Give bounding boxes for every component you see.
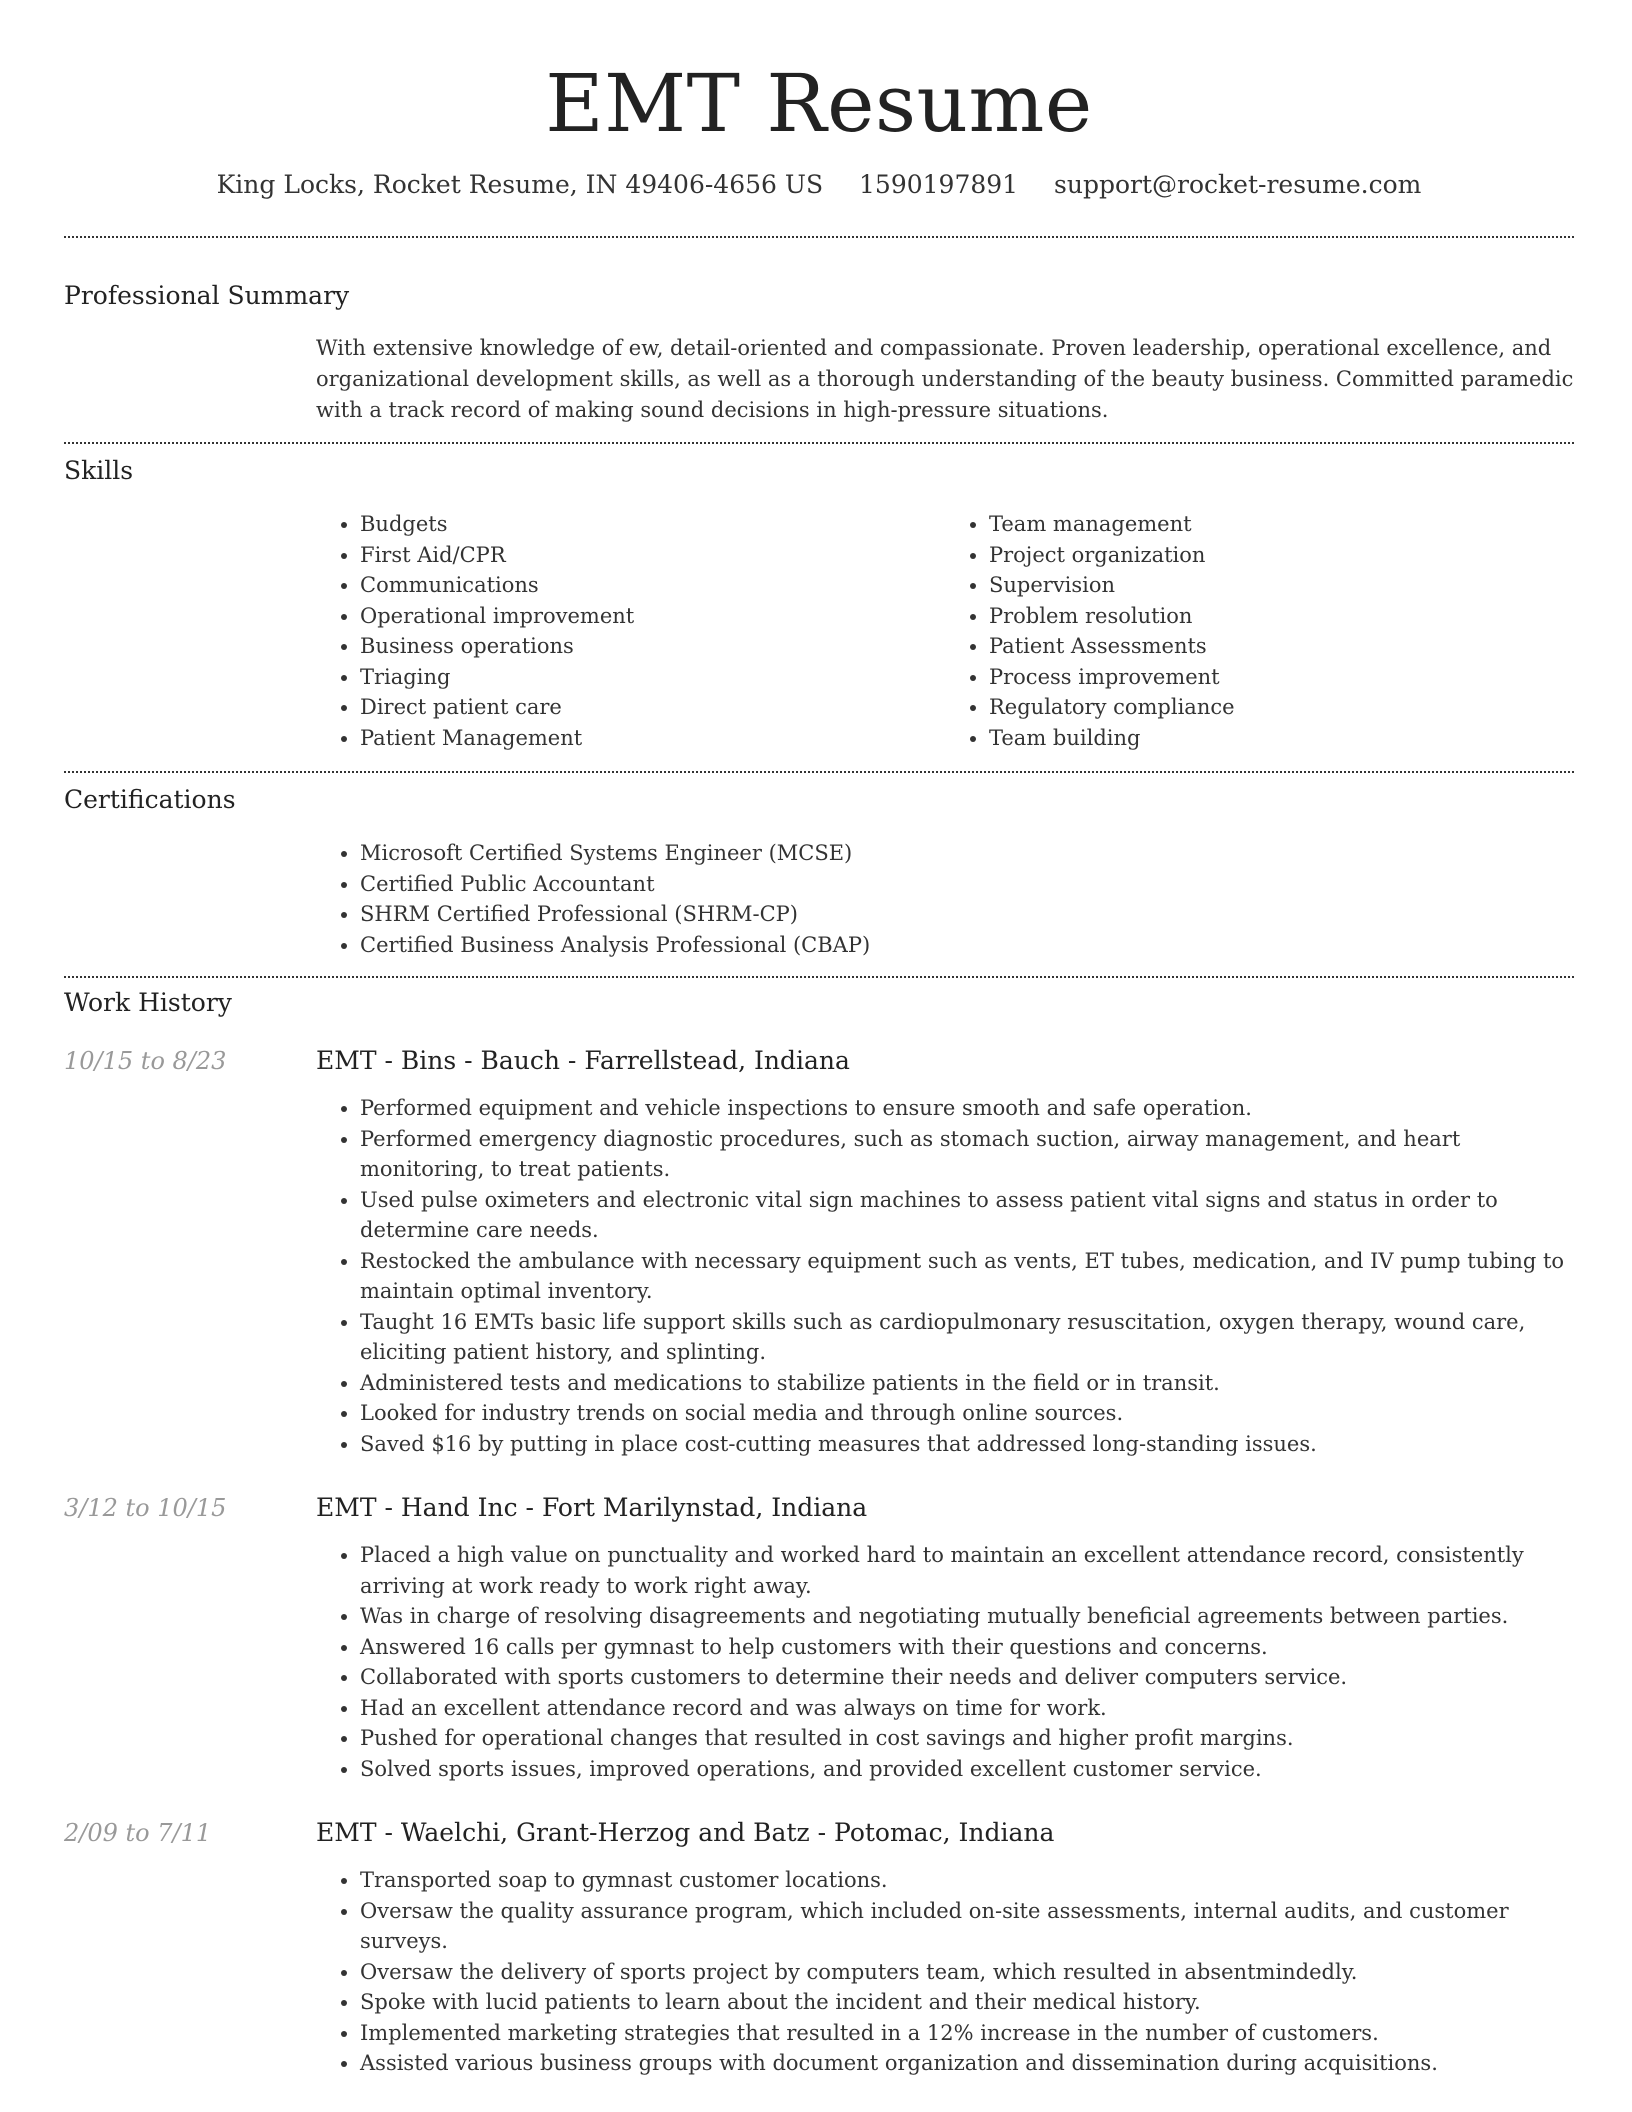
list-item: • Direct patient care bbox=[360, 692, 945, 723]
job-heading: EMT - Waelchi, Grant-Herzog and Batz - Potomac, Indiana bbox=[316, 1818, 1055, 1847]
list-item: • Taught 16 EMTs basic life support skills such as cardiopulmonary resuscitation, oxygen therapy, wound care, eliciting patient history, and splinting. bbox=[360, 1307, 1574, 1368]
job-heading: EMT - Hand Inc - Fort Marilynstad, Indiana bbox=[316, 1493, 868, 1522]
list-item: • Pushed for operational changes that resulted in cost savings and higher profit margins. bbox=[360, 1723, 1574, 1754]
job-body bbox=[316, 1491, 1574, 1784]
certifications-title: Certifications bbox=[64, 785, 236, 814]
list-item: • Assisted various business groups with document organization and dissemination during acquisitions. bbox=[360, 2048, 1574, 2079]
resume-page bbox=[64, 0, 1574, 2079]
summary-body bbox=[316, 333, 1574, 426]
certifications-body bbox=[316, 838, 1574, 960]
list-item: • Microsoft Certified Systems Engineer (MCSE) bbox=[360, 838, 1574, 869]
list-item: • Had an excellent attendance record and was always on time for work. bbox=[360, 1693, 1574, 1724]
work-jobs bbox=[64, 1044, 1574, 2079]
list-item: • Solved sports issues, improved operations, and provided excellent customer service. bbox=[360, 1754, 1574, 1785]
job-bullets bbox=[316, 1540, 1574, 1784]
list-item: • Patient Management bbox=[360, 723, 945, 754]
list-item: • Project organization bbox=[989, 540, 1574, 571]
list-item: • Restocked the ambulance with necessary equipment such as vents, ET tubes, medication, and IV pump tubing to maintain optimal inventory. bbox=[360, 1246, 1574, 1307]
list-item: • Certified Public Accountant bbox=[360, 869, 1574, 900]
list-item: • Regulatory compliance bbox=[989, 692, 1574, 723]
list-item: • Supervision bbox=[989, 570, 1574, 601]
list-item: • Implemented marketing strategies that resulted in a 12% increase in the number of customers. bbox=[360, 2018, 1574, 2049]
list-item: • Oversaw the delivery of sports project by computers team, which resulted in absentmindedly. bbox=[360, 1957, 1574, 1988]
skills-section bbox=[64, 444, 1574, 771]
job-entry bbox=[64, 1816, 1574, 2079]
list-item: • Process improvement bbox=[989, 662, 1574, 693]
job-dates: 3/12 to 10/15 bbox=[64, 1494, 227, 1522]
job-bullets bbox=[316, 1865, 1574, 2079]
list-item: • Transported soap to gymnast customer locations. bbox=[360, 1865, 1574, 1896]
work-section bbox=[64, 978, 1574, 2079]
skills-title: Skills bbox=[64, 456, 134, 485]
list-item: • Triaging bbox=[360, 662, 945, 693]
list-item: • Administered tests and medications to stabilize patients in the field or in transit. bbox=[360, 1368, 1574, 1399]
list-item: • First Aid/CPR bbox=[360, 540, 945, 571]
list-item: • Was in charge of resolving disagreements and negotiating mutually beneficial agreements between parties. bbox=[360, 1601, 1574, 1632]
job-dates: 2/09 to 7/11 bbox=[64, 1819, 212, 1847]
skills-list-right bbox=[945, 509, 1574, 753]
list-item: • Team management bbox=[989, 509, 1574, 540]
list-item: • Collaborated with sports customers to determine their needs and deliver computers service. bbox=[360, 1662, 1574, 1693]
job-heading: EMT - Bins - Bauch - Farrellstead, Indiana bbox=[316, 1046, 850, 1075]
list-item: • Saved $16 by putting in place cost-cutting measures that addressed long-standing issues. bbox=[360, 1429, 1574, 1460]
list-item: • Business operations bbox=[360, 631, 945, 662]
list-item: • SHRM Certified Professional (SHRM-CP) bbox=[360, 899, 1574, 930]
certifications-list bbox=[316, 838, 1574, 960]
list-item: • Problem resolution bbox=[989, 601, 1574, 632]
list-item: • Spoke with lucid patients to learn about the incident and their medical history. bbox=[360, 1987, 1574, 2018]
job-entry bbox=[64, 1491, 1574, 1784]
list-item: • Oversaw the quality assurance program, which included on-site assessments, internal audits, and customer surveys. bbox=[360, 1896, 1574, 1957]
job-entry bbox=[64, 1044, 1574, 1459]
list-item: • Certified Business Analysis Professional (CBAP) bbox=[360, 930, 1574, 961]
job-body bbox=[316, 1044, 1574, 1459]
list-item: • Performed emergency diagnostic procedures, such as stomach suction, airway management, and heart monitoring, to treat patients. bbox=[360, 1124, 1574, 1185]
job-dates: 10/15 to 8/23 bbox=[64, 1047, 227, 1075]
skills-list-left bbox=[316, 509, 945, 753]
summary-text: With extensive knowledge of ew, detail-oriented and compassionate. Proven leadership, operational excellence, and organizational development skills, as well as a thorough understanding of the beauty business. Committed paramedic with a track record of making sound decisions in high-pressure situations. bbox=[316, 336, 1574, 422]
list-item: • Communications bbox=[360, 570, 945, 601]
list-item: • Patient Assessments bbox=[989, 631, 1574, 662]
skills-body bbox=[316, 509, 1574, 753]
summary-title: Professional Summary bbox=[64, 281, 350, 310]
contact-address: King Locks, Rocket Resume, IN 49406-4656 US bbox=[216, 170, 824, 199]
list-item: • Operational improvement bbox=[360, 601, 945, 632]
job-bullets bbox=[316, 1093, 1574, 1459]
list-item: • Placed a high value on punctuality and worked hard to maintain an excellent attendance record, consistently arriving at work ready to work right away. bbox=[360, 1540, 1574, 1601]
resume-title: EMT Resume bbox=[545, 57, 1093, 150]
list-item: • Used pulse oximeters and electronic vital sign machines to assess patient vital signs and status in order to determine care needs. bbox=[360, 1185, 1574, 1246]
list-item: • Team building bbox=[989, 723, 1574, 754]
list-item: • Answered 16 calls per gymnast to help customers with their questions and concerns. bbox=[360, 1632, 1574, 1663]
contact-email: support@rocket-resume.com bbox=[1054, 170, 1422, 199]
summary-section bbox=[64, 238, 1574, 442]
list-item: • Budgets bbox=[360, 509, 945, 540]
certifications-section bbox=[64, 773, 1574, 976]
contact-phone: 1590197891 bbox=[859, 170, 1019, 199]
job-body bbox=[316, 1816, 1574, 2079]
contact-line bbox=[64, 168, 1574, 202]
list-item: • Looked for industry trends on social media and through online sources. bbox=[360, 1398, 1574, 1429]
list-item: • Performed equipment and vehicle inspections to ensure smooth and safe operation. bbox=[360, 1093, 1574, 1124]
work-title: Work History bbox=[64, 988, 232, 1017]
